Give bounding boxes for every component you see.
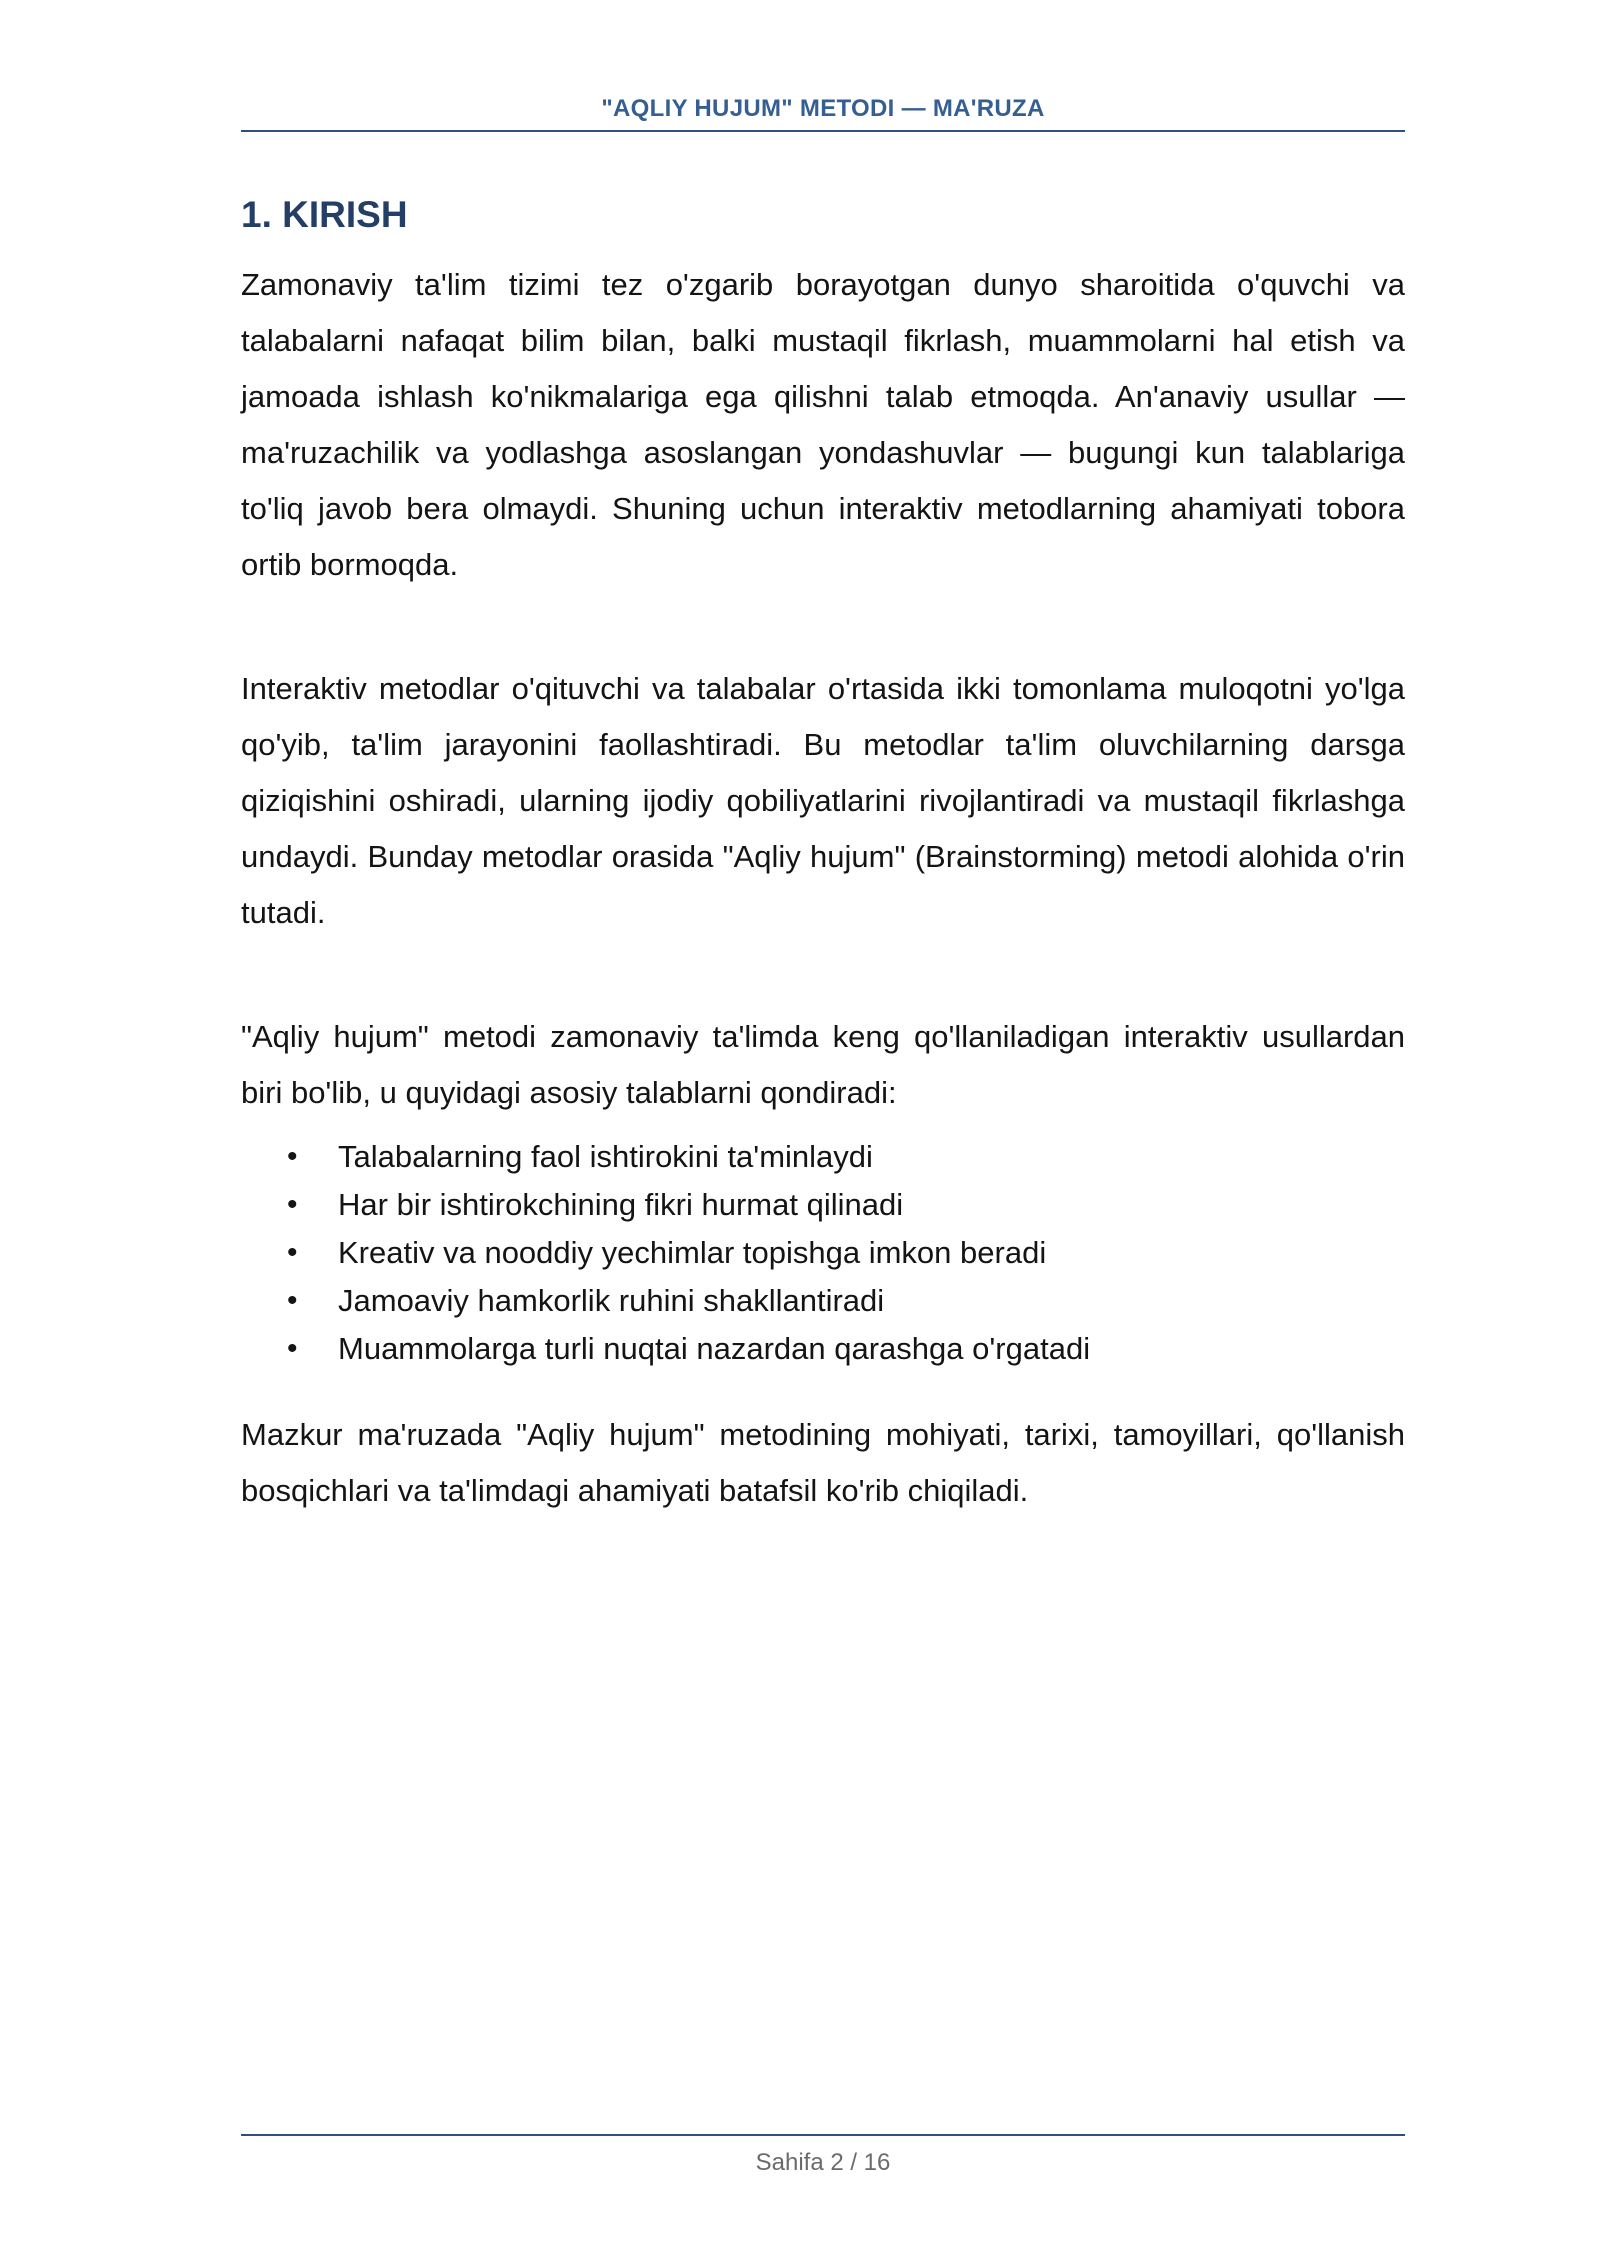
- page-number: Sahifa 2 / 16: [755, 2149, 891, 2176]
- bullet-icon: •: [287, 1284, 298, 1317]
- list-item: [241, 1181, 1405, 1229]
- list-item-text: Muammolarga turli nuqtai nazardan qarashga o'rgatadi: [338, 1331, 1091, 1366]
- list-item-text: Talabalarning faol ishtirokini ta'minlaydi: [338, 1139, 873, 1174]
- header-title: "AQLIY HUJUM" METODI — MA'RUZA: [601, 95, 1045, 122]
- interactive-methods-paragraph: Interaktiv metodlar o'qituvchi va talabalar o'rtasida ikki tomonlama muloqotni yo'lga qo'yib, ta'lim jarayonini faollashtiradi. Bu metodlar ta'lim oluvchilarning darsga qiziqishini oshiradi, ularning ijodiy qobiliyatlarini rivojlantiradi va mustaqil fikrlashga undaydi. Bunday metodlar orasida "Aqliy hujum" (Brainstorming) metodi alohida o'rin tutadi.: [241, 671, 1405, 930]
- page-content: [241, 187, 1405, 1519]
- list-item: [241, 1229, 1405, 1277]
- requirements-list: [241, 1133, 1405, 1373]
- list-item-text: Kreativ va nooddiy yechimlar topishga imkon beradi: [338, 1235, 1047, 1270]
- requirements-paragraph: "Aqliy hujum" metodi zamonaviy ta'limda keng qo'llaniladigan interaktiv usullardan biri bo'lib, u quyidagi asosiy talablarni qondiradi:: [241, 1019, 1405, 1110]
- closing-paragraph: Mazkur ma'ruzada "Aqliy hujum" metodining mohiyati, tarixi, tamoyillari, qo'llanish bosqichlari va ta'limdagi ahamiyati batafsil ko'rib chiqiladi.: [241, 1417, 1405, 1508]
- bullet-icon: •: [287, 1236, 298, 1269]
- page-footer: [241, 2134, 1405, 2180]
- bullet-icon: •: [287, 1332, 298, 1365]
- intro-paragraph: Zamonaviy ta'lim tizimi tez o'zgarib borayotgan dunyo sharoitida o'quvchi va talabalarni nafaqat bilim bilan, balki mustaqil fikrlash, muammolarni hal etish va jamoada ishlash ko'nikmalariga ega qilishni talab etmoqda. An'anaviy usullar — ma'ruzachilik va yodlashga asoslangan yondashuvlar — bugungi kun talablariga to'liq javob bera olmaydi. Shuning uchun interaktiv metodlarning ahamiyati tobora ortib bormoqda.: [241, 267, 1405, 582]
- list-item-text: Har bir ishtirokchining fikri hurmat qilinadi: [338, 1187, 904, 1222]
- bullet-icon: •: [287, 1140, 298, 1173]
- list-item: [241, 1133, 1405, 1181]
- bullet-icon: •: [287, 1188, 298, 1221]
- list-item: [241, 1277, 1405, 1325]
- section-heading: 1. KIRISH: [241, 194, 408, 235]
- list-item-text: Jamoaviy hamkorlik ruhini shakllantiradi: [338, 1283, 885, 1318]
- list-item: [241, 1325, 1405, 1373]
- page-header: [241, 92, 1405, 132]
